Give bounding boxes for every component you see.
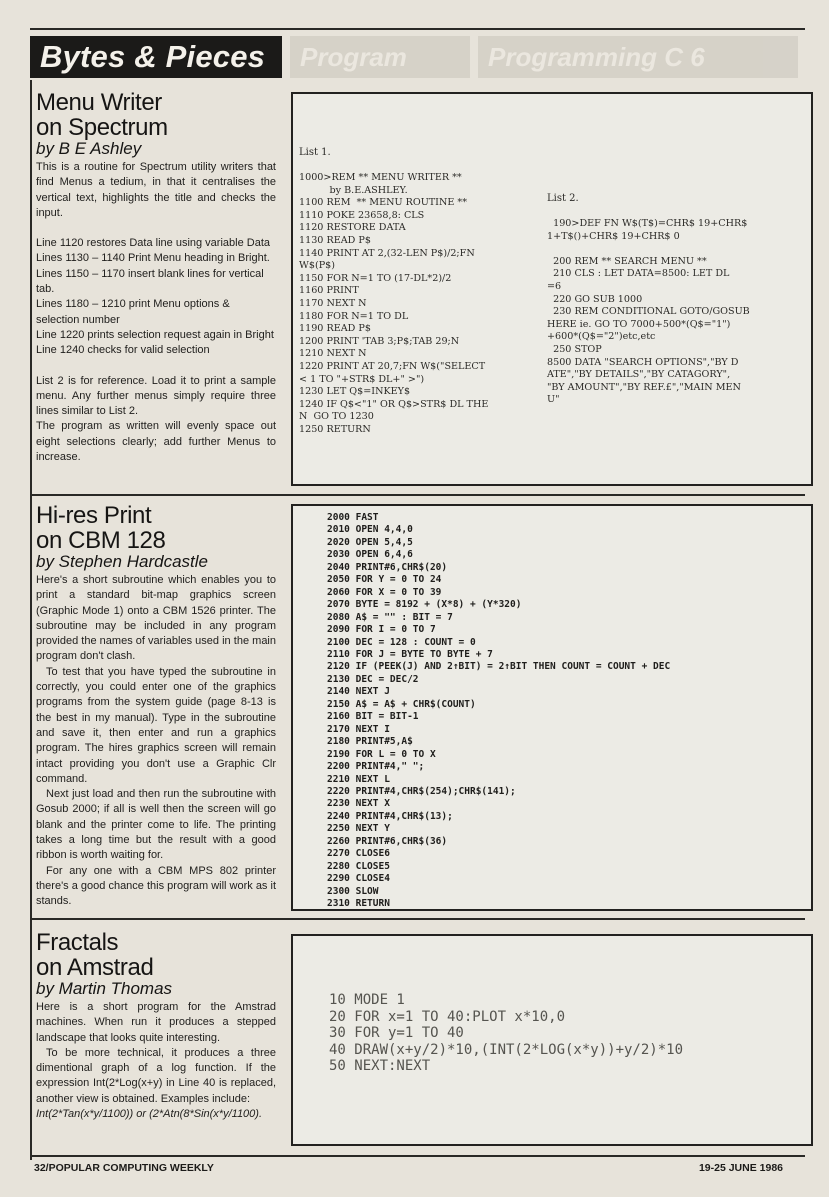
paragraph: Lines 1180 – 1210 print Menu options & selection number [36,298,230,326]
list-1-code [299,172,488,436]
code-line: 2000 FAST [327,512,379,523]
code-line: "BY AMOUNT","BY REF.£","MAIN MEN [547,381,741,393]
faded-header-tab [290,36,470,78]
footer-right: 19-25 JUNE 1986 [698,1162,783,1174]
faded-header-text: Program [300,42,407,72]
code-line: 250 STOP [547,343,602,355]
code-line: HERE ie. GO TO 7000+500*(Q$="1") [547,318,731,330]
footer-rule [30,1155,805,1157]
code-line: 2130 DEC = DEC/2 [327,673,419,685]
code-line: 2040 PRINT#6,CHR$(20) [327,561,448,573]
code-line: 50 NEXT:NEXT [329,1058,431,1074]
code-line: 1160 PRINT [299,285,359,297]
code-line: 2140 NEXT J [327,686,390,698]
code-line: 230 REM CONDITIONAL GOTO/GOSUB [547,306,750,318]
paragraph: Int(2*Tan(x*y/1100)) or (2*Atn(8*Sin(x*y/1100). [36,1108,263,1121]
section-divider [30,918,805,920]
code-line: 1190 READ P$ [299,323,371,335]
code-line: 1200 PRINT 'TAB 3;P$;TAB 29;N [299,335,460,347]
code-line: 1+T$()+CHR$ 19+CHR$ 0 [547,230,680,242]
code-line: U" [547,394,560,406]
code-line: 1240 IF Q$<"1" OR Q$>STR$ DL THE [299,398,489,410]
code-line: 2030 OPEN 6,4,6 [327,549,413,561]
code-line: 2260 PRINT#6,CHR$(36) [327,835,448,847]
code-line: 2100 DEC = 128 : COUNT = 0 [327,636,476,648]
code-line: 2070 BYTE = 8192 + (X*8) + (Y*320) [327,599,522,611]
code-line: 2300 SLOW [327,885,379,897]
code-line: 1120 RESTORE DATA [299,222,406,234]
code-line: 2250 NEXT Y [327,823,390,835]
article-body [36,1000,276,1122]
code-line: 2110 FOR J = BYTE TO BYTE + 7 [327,648,493,660]
article-menu-writer [36,90,276,465]
article-byline: by Martin Thomas [36,979,173,998]
article-title: Fractals [36,929,119,956]
code-line: 1100 REM ** MENU ROUTINE ** [299,197,468,209]
code-line: 210 CLS : LET DATA=8500: LET DL [547,268,730,280]
code-line: 1180 FOR N=1 TO DL [299,310,409,322]
article-byline: by Stephen Hardcastle [36,552,208,571]
code-line: 1210 NEXT N [299,348,367,360]
code-line: 1230 LET Q$=INKEY$ [299,386,411,398]
code-line: 2060 FOR X = 0 TO 39 [327,586,442,598]
code-line: 220 GO SUB 1000 [547,293,643,305]
code-line: 2270 CLOSE6 [327,848,390,860]
cbm-code [327,512,670,911]
code-line: 20 FOR x=1 TO 40:PLOT x*10,0 [329,1008,566,1025]
code-line: 1150 FOR N=1 TO (17-DL*2)/2 [299,272,452,284]
code-line: 8500 DATA "SEARCH OPTIONS","BY D [547,356,739,368]
code-line: 1130 READ P$ [299,234,371,246]
paragraph: Next just load and then run the subroutine with Gosub 2000; if all is well then the screen will go blank and the printer come to life. The printing takes a long time but the result with a good ribbon is worth waiting for. [36,788,276,862]
code-line: 2120 IF (PEEK(J) AND 2↑BIT) = 2↑BIT THEN COUNT = COUNT + DEC [327,661,671,673]
paragraph: Line 1220 prints selection request again in Bright [36,328,274,341]
article-title: Hi-res Print [36,502,152,529]
code-line: 1110 POKE 23658,8: CLS [299,209,425,221]
code-line: 1170 NEXT N [299,297,367,309]
code-line: 200 REM ** SEARCH MENU ** [547,255,707,267]
code-line: by B.E.ASHLEY. [299,184,408,196]
code-line: 1000>REM ** MENU WRITER ** [299,172,462,183]
article-byline: by B E Ashley [36,139,142,158]
paragraph: Here's a short subroutine which enables you to print a standard bit-map graphics screen (Graphic Mode 1) onto a CBM 1526 printer. The subroutine may be included in any program provided the names of variables used in the main program don't clash. [36,574,276,663]
column-rule [30,80,32,1160]
code-line: N GO TO 1230 [299,411,374,423]
code-line: +600*(Q$="2")etc,etc [547,331,656,343]
footer-left: 32/POPULAR COMPUTING WEEKLY [34,1162,214,1174]
paragraph: Lines 1130 – 1140 Print Menu heading in Bright. [36,252,270,265]
code-line: 40 DRAW(x+y/2)*10,(INT(2*LOG(x*y))+y/2)*10 [329,1041,684,1058]
paragraph: List 2 is for reference. Load it to print a sample menu. Any further menus simply require three lines similar to List 2. [36,374,276,418]
article-title: on Spectrum [36,114,168,141]
listing-box-cbm [291,504,813,911]
faded-header-text-2: Programming C 6 [488,42,705,72]
code-line: 2240 PRINT#4,CHR$(13); [327,810,453,822]
paragraph: Line 1120 restores Data line using variable Data [36,237,270,250]
code-line: 2020 OPEN 5,4,5 [327,536,413,548]
code-line: 2220 PRINT#4,CHR$(254);CHR$(141); [327,785,516,797]
section-title: Bytes & Pieces [30,36,282,78]
code-line: 2090 FOR I = 0 TO 7 [327,624,436,636]
section-divider [30,494,805,496]
article-title: on CBM 128 [36,527,166,554]
article-title: Menu Writer [36,89,162,116]
top-rule [30,28,805,30]
paragraph: To be more technical, it produces a three dimentional graph of a log function. If the expression Int(2*Log(x+y) in Line 40 is replaced, another view is obtained. Examples include: [36,1046,276,1105]
code-line: =6 [547,280,562,292]
list-2-heading: List 2. [547,193,579,204]
list-2-code [547,218,750,407]
paragraph: To test that you have typed the subroutine in correctly, you could enter one of the graphics programs from the system guide (page 8-13 is the best in my manual). Type in the subroutine and save it, then enter and run a graphics program. The hires graphics screen will remain intact providing you don't use a Graphic Clr command. [36,665,276,785]
code-line: 1140 PRINT AT 2,(32-LEN P$)/2;FN [299,247,475,259]
code-line: 2290 CLOSE4 [327,873,390,885]
code-line: 2190 FOR L = 0 TO X [327,748,436,760]
paragraph: For any one with a CBM MPS 802 printer there's a good chance this program will work as it stands. [36,864,276,908]
code-line: 30 FOR y=1 TO 40 [329,1025,464,1041]
code-line: W$(P$) [299,260,336,272]
paragraph: This is a routine for Spectrum utility writers that find Menus a tedium, in that it centralises the vertical text, highlights the title and checks the input. [36,161,276,219]
code-line: 10 MODE 1 [329,992,405,1008]
code-line: 2170 NEXT I [327,723,390,735]
article-title: on Amstrad [36,954,154,981]
code-line: 2080 A$ = "" : BIT = 7 [327,611,453,623]
code-line: 2230 NEXT X [327,798,390,810]
list-1-heading: List 1. [299,147,331,158]
article-body [36,573,276,910]
code-line: 2310 RETURN [327,898,390,910]
paragraph: Lines 1150 – 1170 insert blank lines for vertical tab. [36,267,264,296]
code-line: 2150 A$ = A$ + CHR$(COUNT) [327,698,476,710]
code-line: < 1 TO "+STR$ DL+" >") [299,373,425,385]
code-line: 2280 CLOSE5 [327,860,390,872]
article-fractals [36,930,276,1122]
code-line: 2050 FOR Y = 0 TO 24 [327,574,442,586]
article-hi-res-print [36,503,276,910]
code-line: 2010 OPEN 4,4,0 [327,524,413,536]
amstrad-code [329,992,683,1075]
paragraph: The program as written will evenly space out eight selections clearly; add further Menus to increase. [36,420,276,464]
listing-box-amstrad [291,934,813,1146]
code-line: 1250 RETURN [299,423,371,435]
code-line: 1220 PRINT AT 20,7;FN W$("SELECT [299,360,486,372]
code-line: 2210 NEXT L [327,773,390,785]
code-line: 2160 BIT = BIT-1 [327,711,419,723]
code-line: ATE","BY DETAILS","BY CATAGORY", [547,369,731,381]
faded-header-tab-2 [478,36,798,78]
code-line: 2200 PRINT#4," "; [327,761,425,773]
code-line: 2180 PRINT#5,A$ [327,736,413,748]
code-line: 190>DEF FN W$(T$)=CHR$ 19+CHR$ [547,218,748,229]
paragraph: Here is a short program for the Amstrad machines. When run it produces a stepped landscape that looks quite interesting. [36,1001,276,1044]
code-line [547,243,750,256]
article-body [36,160,276,465]
listing-box-spectrum [291,92,813,486]
paragraph: Line 1240 checks for valid selection [36,344,210,357]
